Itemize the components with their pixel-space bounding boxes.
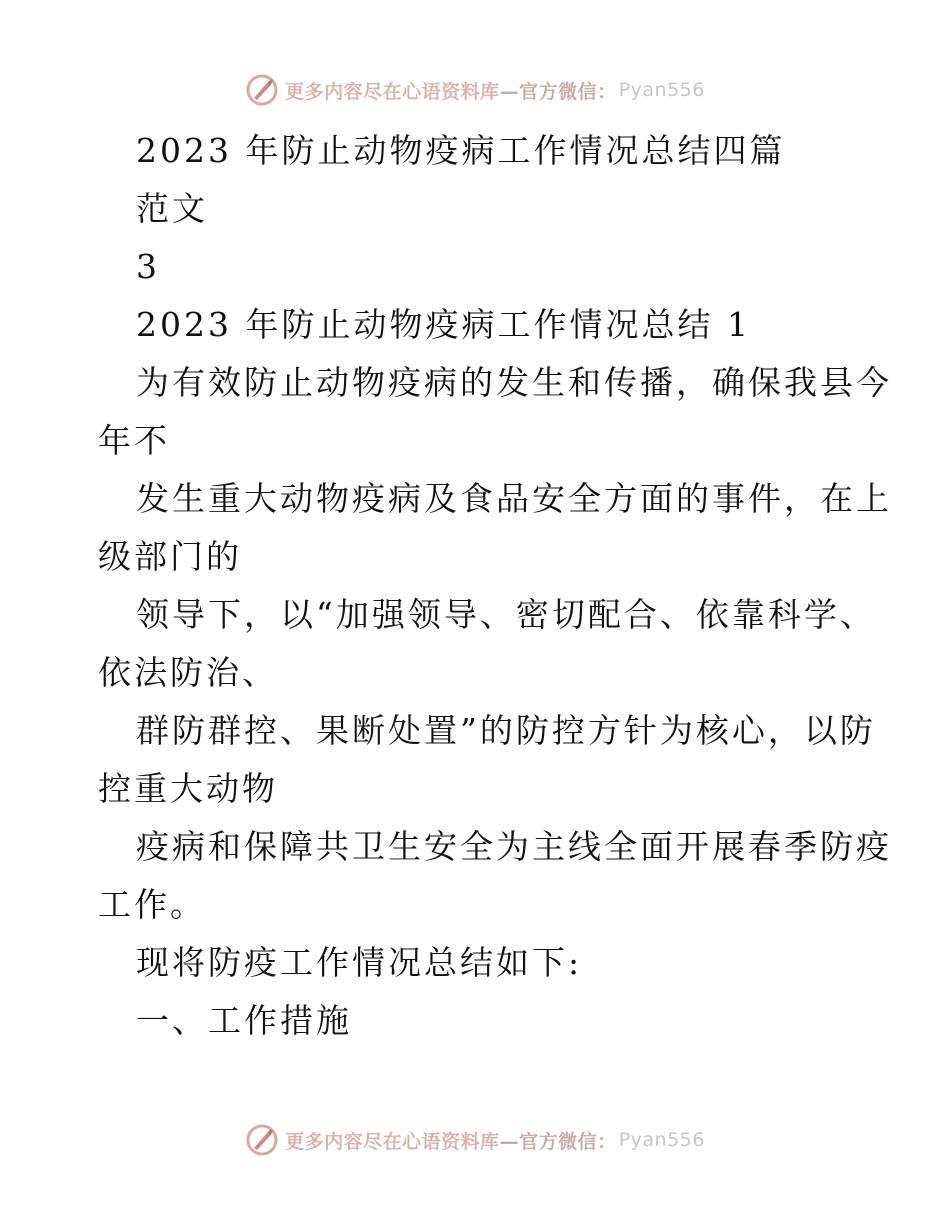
watermark-text-id: Pyan556 [618, 1129, 705, 1151]
header-watermark [0, 70, 950, 110]
paragraph-line: 发生重大动物疫病及食品安全方面的事件，在上 [136, 479, 892, 518]
watermark-text-wechat: —官方微信： [499, 1130, 617, 1153]
pen-logo-icon [245, 73, 279, 107]
paragraph-line: 依法防治、 [98, 653, 278, 692]
paragraph-line: 现将防疫工作情况总结如下: [136, 943, 583, 982]
paragraph-line: 年不 [98, 421, 170, 460]
subsection-heading: 一、工作措施 [136, 1001, 352, 1040]
doc-title-line-1: 2023 年防止动物疫病工作情况总结四篇 [136, 131, 786, 170]
paragraph-line: 为有效防止动物疫病的发生和传播，确保我县今 [136, 363, 892, 402]
footer-watermark [0, 1120, 950, 1160]
watermark-text-main: 更多内容尽在心语资料库 [285, 1130, 500, 1153]
paragraph-line: 领导下，以“加强领导、密切配合、依靠科学、 [136, 595, 876, 634]
watermark-text-main: 更多内容尽在心语资料库 [285, 80, 500, 103]
pen-logo-icon [245, 1123, 279, 1157]
watermark-text-id: Pyan556 [618, 79, 705, 101]
doc-title-line-2: 范文 [136, 189, 208, 228]
paragraph-line: 群防群控、果断处置”的防控方针为核心，以防 [136, 711, 876, 750]
watermark-text-wechat: —官方微信： [499, 80, 617, 103]
paragraph-line: 工作。 [98, 885, 206, 924]
paragraph-line: 控重大动物 [98, 769, 278, 808]
doc-title-line-3: 3 [136, 247, 160, 286]
paragraph-line: 级部门的 [98, 537, 242, 576]
document-body [98, 122, 892, 1050]
section-heading: 2023 年防止动物疫病工作情况总结 1 [136, 305, 751, 344]
paragraph-line: 疫病和保障共卫生安全为主线全面开展春季防疫 [136, 827, 892, 866]
